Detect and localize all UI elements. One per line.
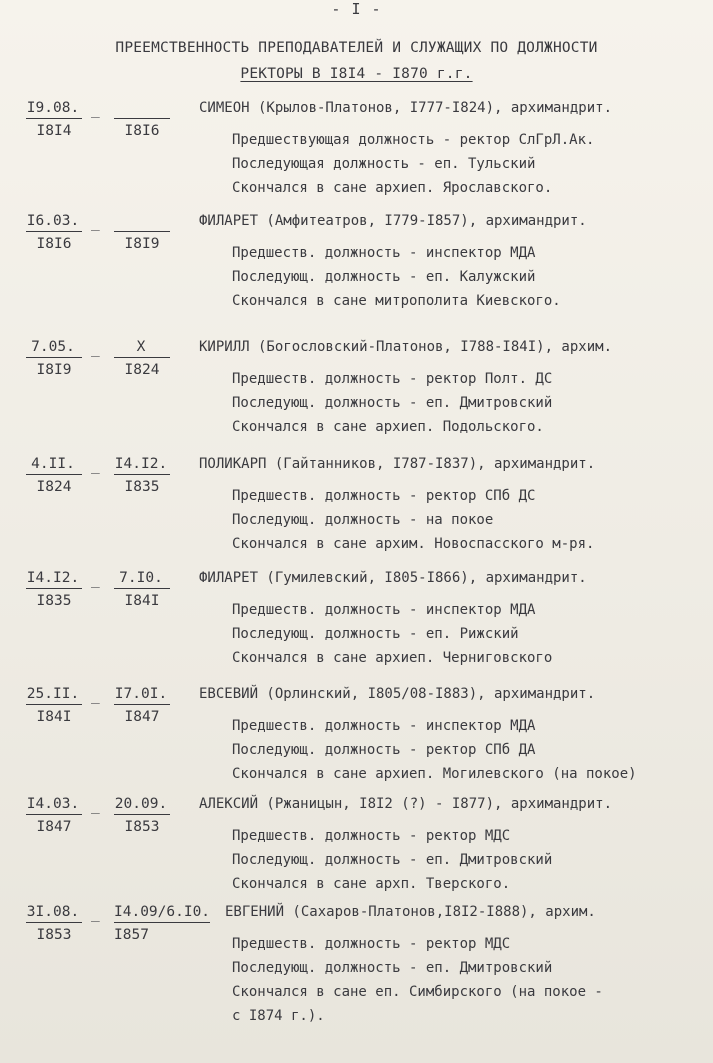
career-note: Скончался в сане архиеп. Могилевского (на покое) xyxy=(232,766,637,782)
end-year: I847 xyxy=(124,709,160,725)
end-date xyxy=(114,904,210,944)
end-date xyxy=(114,100,170,140)
end-year: I8I9 xyxy=(124,236,160,252)
end-year: I853 xyxy=(124,819,160,835)
date-separator: _ xyxy=(91,906,100,922)
start-day-month: 25.II. xyxy=(26,686,82,705)
start-day-month: I4.I2. xyxy=(26,570,82,589)
end-day-month xyxy=(114,100,170,119)
career-note: Скончался в сане архиеп. Подольского. xyxy=(232,419,544,435)
career-note: Предшеств. должность - ректор Полт. ДС xyxy=(232,371,553,387)
rector-name: СИМЕОН (Крылов-Платонов, I777-I824), архимандрит. xyxy=(199,100,613,116)
rector-name: ПОЛИКАРП (Гайтанников, I787-I837), архимандрит. xyxy=(199,456,596,472)
rector-entry xyxy=(0,339,713,469)
date-separator: _ xyxy=(91,798,100,814)
career-note: Последующ. должность - еп. Дмитровский xyxy=(232,852,553,868)
career-note: Последующ. должность - еп. Дмитровский xyxy=(232,395,553,411)
document-subtitle xyxy=(0,66,713,82)
end-date xyxy=(114,686,170,726)
end-year: I857 xyxy=(114,927,149,943)
rector-name: ФИЛАРЕТ (Амфитеатров, I779-I857), архимандрит. xyxy=(199,213,587,229)
career-note: Предшеств. должность - ректор СПб ДС xyxy=(232,488,536,504)
end-year: I84I xyxy=(124,593,160,609)
start-date xyxy=(26,456,82,496)
subtitle-text: РЕКТОРЫ В I8I4 - I870 г.г. xyxy=(240,66,473,82)
start-year: I847 xyxy=(36,819,72,835)
start-year: I824 xyxy=(36,479,72,495)
start-day-month: 7.05. xyxy=(26,339,82,358)
date-separator: _ xyxy=(91,572,100,588)
career-note: Предшеств. должность - инспектор МДА xyxy=(232,245,536,261)
career-note: Предшеств. должность - инспектор МДА xyxy=(232,718,536,734)
career-note: Скончался в сане архиеп. Ярославского. xyxy=(232,180,553,196)
career-note: с I874 г.). xyxy=(232,1008,325,1024)
start-year: I835 xyxy=(36,593,72,609)
rector-name: АЛЕКСИЙ (Ржаницын, I8I2 (?) - I877), архимандрит. xyxy=(199,796,613,812)
end-year: I824 xyxy=(124,362,160,378)
career-note: Предшеств. должность - ректор МДС xyxy=(232,936,511,952)
end-date xyxy=(114,456,170,496)
end-date xyxy=(114,570,170,610)
start-day-month: I9.08. xyxy=(26,100,82,119)
career-note: Скончался в сане архп. Тверского. xyxy=(232,876,511,892)
start-date xyxy=(26,686,82,726)
career-note: Скончался в сане митрополита Киевского. xyxy=(232,293,561,309)
end-day-month: I7.0I. xyxy=(114,686,170,705)
career-note: Предшеств. должность - инспектор МДА xyxy=(232,602,536,618)
career-note: Скончался в сане архиеп. Черниговского xyxy=(232,650,553,666)
start-year: I8I6 xyxy=(36,236,72,252)
end-day-month: I4.I2. xyxy=(114,456,170,475)
career-note: Скончался в сане еп. Симбирского (на покое - xyxy=(232,984,603,1000)
rector-entry xyxy=(0,456,713,586)
start-year: I84I xyxy=(36,709,72,725)
end-date xyxy=(114,339,170,379)
end-day-month: I4.09/6.I0. xyxy=(114,904,210,923)
start-date xyxy=(26,213,82,253)
end-day-month xyxy=(114,213,170,232)
rector-entry xyxy=(0,100,713,230)
career-note: Последующ. должность - еп. Дмитровский xyxy=(232,960,553,976)
end-year: I835 xyxy=(124,479,160,495)
date-separator: _ xyxy=(91,102,100,118)
career-note: Последующ. должность - еп. Калужский xyxy=(232,269,536,285)
end-year: I8I6 xyxy=(124,123,160,139)
start-day-month: 4.II. xyxy=(26,456,82,475)
end-date xyxy=(114,796,170,836)
date-separator: _ xyxy=(91,458,100,474)
page-number: - I - xyxy=(331,0,382,18)
career-note: Последующ. должность - ректор СПб ДА xyxy=(232,742,536,758)
rector-name: КИРИЛЛ (Богословский-Платонов, I788-I84I), архим. xyxy=(199,339,613,355)
date-separator: _ xyxy=(91,688,100,704)
date-separator: _ xyxy=(91,341,100,357)
start-day-month: 3I.08. xyxy=(26,904,82,923)
start-date xyxy=(26,904,82,944)
rector-entry xyxy=(0,904,713,1034)
start-year: I853 xyxy=(36,927,72,943)
start-date xyxy=(26,570,82,610)
start-year: I8I9 xyxy=(36,362,72,378)
rector-name: ФИЛАРЕТ (Гумилевский, I805-I866), архимандрит. xyxy=(199,570,587,586)
career-note: Предшеств. должность - ректор МДС xyxy=(232,828,511,844)
date-separator: _ xyxy=(91,215,100,231)
rector-name: ЕВСЕВИЙ (Орлинский, I805/08-I883), архимандрит. xyxy=(199,686,596,702)
end-day-month: 20.09. xyxy=(114,796,170,815)
end-day-month: 7.I0. xyxy=(114,570,170,589)
career-note: Последующ. должность - на покое xyxy=(232,512,494,528)
career-note: Последующ. должность - еп. Рижский xyxy=(232,626,519,642)
start-day-month: I4.03. xyxy=(26,796,82,815)
career-note: Предшествующая должность - ректор СлГрЛ.Ак. xyxy=(232,132,595,148)
end-day-month: X xyxy=(114,339,170,358)
career-note: Скончался в сане архим. Новоспасского м-ря. xyxy=(232,536,595,552)
start-day-month: I6.03. xyxy=(26,213,82,232)
career-note: Последующая должность - еп. Тульский xyxy=(232,156,536,172)
rector-entry xyxy=(0,213,713,343)
start-year: I8I4 xyxy=(36,123,72,139)
start-date xyxy=(26,796,82,836)
start-date xyxy=(26,100,82,140)
start-date xyxy=(26,339,82,379)
rector-name: ЕВГЕНИЙ (Сахаров-Платонов,I8I2-I888), архим. xyxy=(225,904,596,920)
end-date xyxy=(114,213,170,253)
rector-entry xyxy=(0,570,713,700)
document-title: ПРЕЕМСТВЕННОСТЬ ПРЕПОДАВАТЕЛЕЙ И СЛУЖАЩИХ ПО ДОЛЖНОСТИ xyxy=(115,40,598,56)
